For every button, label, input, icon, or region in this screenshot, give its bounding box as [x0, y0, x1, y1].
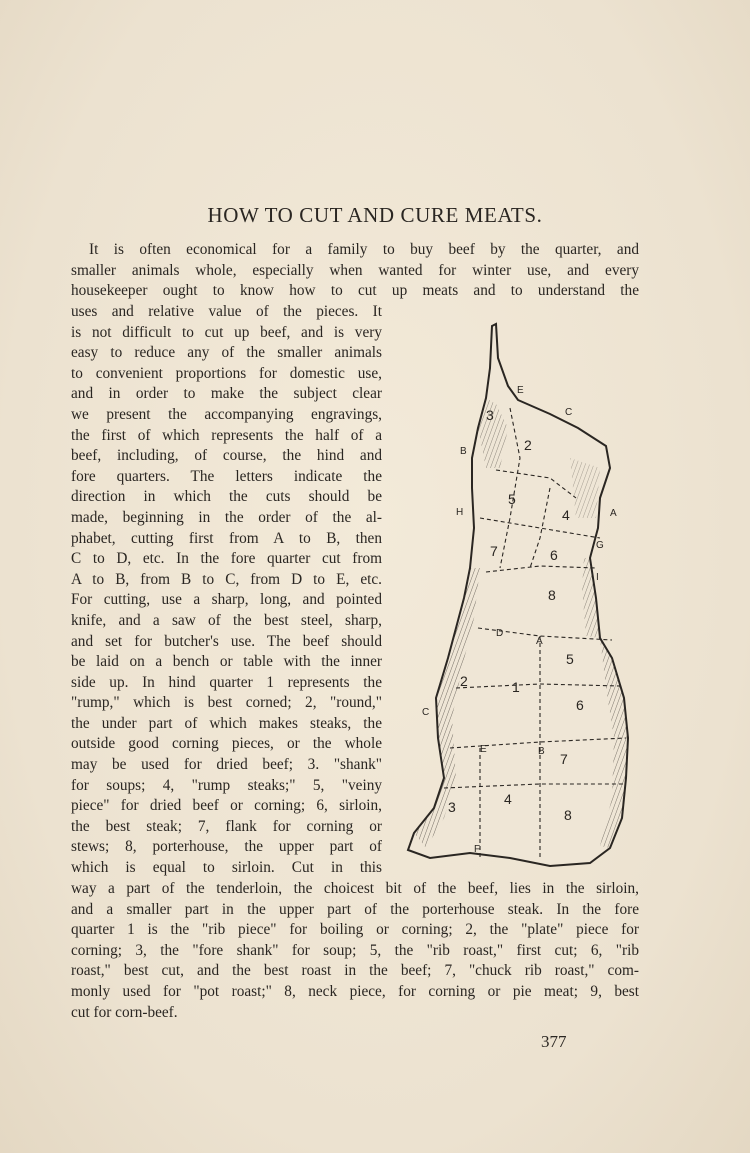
page-number: 377: [541, 1032, 567, 1051]
text-line: is not difficult to cut up beef, and is very: [71, 323, 382, 341]
text-line: we present the accompanying engravings,: [71, 405, 382, 423]
cut-number: 3: [448, 799, 456, 815]
text-line: monly used for "pot roast;" 8, neck piece, for corning or pie meat; 9, best: [71, 982, 639, 1000]
text-line: It is often economical for a family to buy beef by the quarter, and: [89, 241, 639, 258]
page-title: HOW TO CUT AND CURE MEATS.: [207, 203, 543, 227]
text-line: for soups; 4, "rump steaks;" 5, "veiny: [71, 776, 382, 794]
cut-number: 8: [548, 587, 556, 603]
cut-letter-G: G: [596, 540, 604, 551]
cut-number: 6: [576, 697, 584, 713]
text-line: smaller animals whole, especially when wanted for winter use, and every: [71, 261, 639, 279]
text-line: stews; 8, porterhouse, the upper part of: [71, 838, 382, 856]
cut-number: 7: [560, 751, 568, 767]
cut-number: 3: [486, 407, 494, 423]
cut-number: 2: [524, 437, 532, 453]
cut-letter-H: H: [456, 507, 464, 518]
text-line: knife, and a saw of the best steel, sharp,: [71, 611, 382, 629]
cut-number: 4: [504, 791, 512, 807]
cut-letter-F: F: [474, 844, 481, 855]
text-line: and in order to make the subject clear: [71, 385, 382, 403]
beef-side-engraving: [400, 318, 640, 878]
cut-number: 2: [460, 673, 468, 689]
text-line: the first of which represents the half of a: [71, 426, 382, 444]
text-line: phabet, cutting first from A to B, then: [71, 529, 382, 547]
cut-letter-B: B: [460, 446, 467, 457]
text-line: cut for corn-beef.: [71, 1003, 178, 1021]
cut-letter-E2: E: [480, 744, 487, 755]
cut-letter-C2: C: [422, 707, 430, 718]
text-line: easy to reduce any of the smaller animals: [71, 344, 382, 362]
text-line: way a part of the tenderloin, the choicest bit of the beef, lies in the sirloin,: [71, 880, 639, 897]
cut-letter-I: I: [596, 572, 599, 583]
closing-text: [71, 879, 639, 1023]
text-line: be laid on a bench or table with the inner: [71, 653, 382, 671]
cut-number: 7: [490, 543, 498, 559]
intro-text: [71, 240, 639, 302]
cut-letter-B2: B: [538, 746, 545, 757]
text-line: the best steak; 7, flank for corning or: [71, 817, 382, 835]
text-line: which is equal to sirloin. Cut in this: [71, 859, 382, 877]
text-line: housekeeper ought to know how to cut up meats and to understand the: [71, 282, 639, 300]
text-line: uses and relative value of the pieces. It: [71, 303, 382, 320]
text-line: piece" for dried beef or corning; 6, sirloin,: [71, 797, 382, 815]
text-line: may be used for dried beef; 3. "shank": [71, 756, 382, 774]
cut-letter-E: E: [517, 385, 524, 396]
cut-number: 8: [564, 807, 572, 823]
cut-number: 4: [562, 507, 570, 523]
cut-letter-D: D: [496, 628, 504, 639]
wrapped-text-column: [71, 302, 382, 879]
text-line: "rump," which is best corned; 2, "round,": [71, 694, 382, 712]
text-line: to convenient proportions for domestic use,: [71, 364, 382, 382]
text-line: corning; 3, the "fore shank" for soup; 5, the "rib roast," first cut; 6, "rib: [71, 941, 639, 959]
cut-number: 6: [550, 547, 558, 563]
text-line: roast," best cut, and the best roast in the beef; 7, "chuck rib roast," com-: [71, 962, 639, 980]
text-line: direction in which the cuts should be: [71, 488, 382, 506]
text-line: made, beginning in the order of the al-: [71, 508, 382, 526]
text-line: fore quarters. The letters indicate the: [71, 467, 382, 485]
text-line: the under part of which makes steaks, the: [71, 714, 382, 732]
text-line: C to D, etc. In the fore quarter cut from: [71, 550, 382, 568]
text-line: side up. In hind quarter 1 represents the: [71, 673, 382, 691]
text-line: and a smaller part in the upper part of the porterhouse steak. In the fore: [71, 900, 639, 918]
text-line: quarter 1 is the "rib piece" for boiling or corning; 2, the "plate" piece for: [71, 921, 639, 939]
text-line: outside good corning pieces, or the whole: [71, 735, 382, 753]
cut-letter-A: A: [610, 508, 617, 519]
text-line: beef, including, of course, the hind and: [71, 447, 382, 465]
text-line: A to B, from B to C, from D to E, etc.: [71, 570, 382, 588]
cut-number: 1: [512, 679, 520, 695]
cut-number: 5: [566, 651, 574, 667]
text-line: and set for butcher's use. The beef should: [71, 632, 382, 650]
cut-number: 5: [508, 491, 516, 507]
cut-letter-A2: A: [536, 636, 543, 647]
text-line: For cutting, use a sharp, long, and pointed: [71, 591, 382, 609]
cut-letter-C: C: [565, 407, 573, 418]
